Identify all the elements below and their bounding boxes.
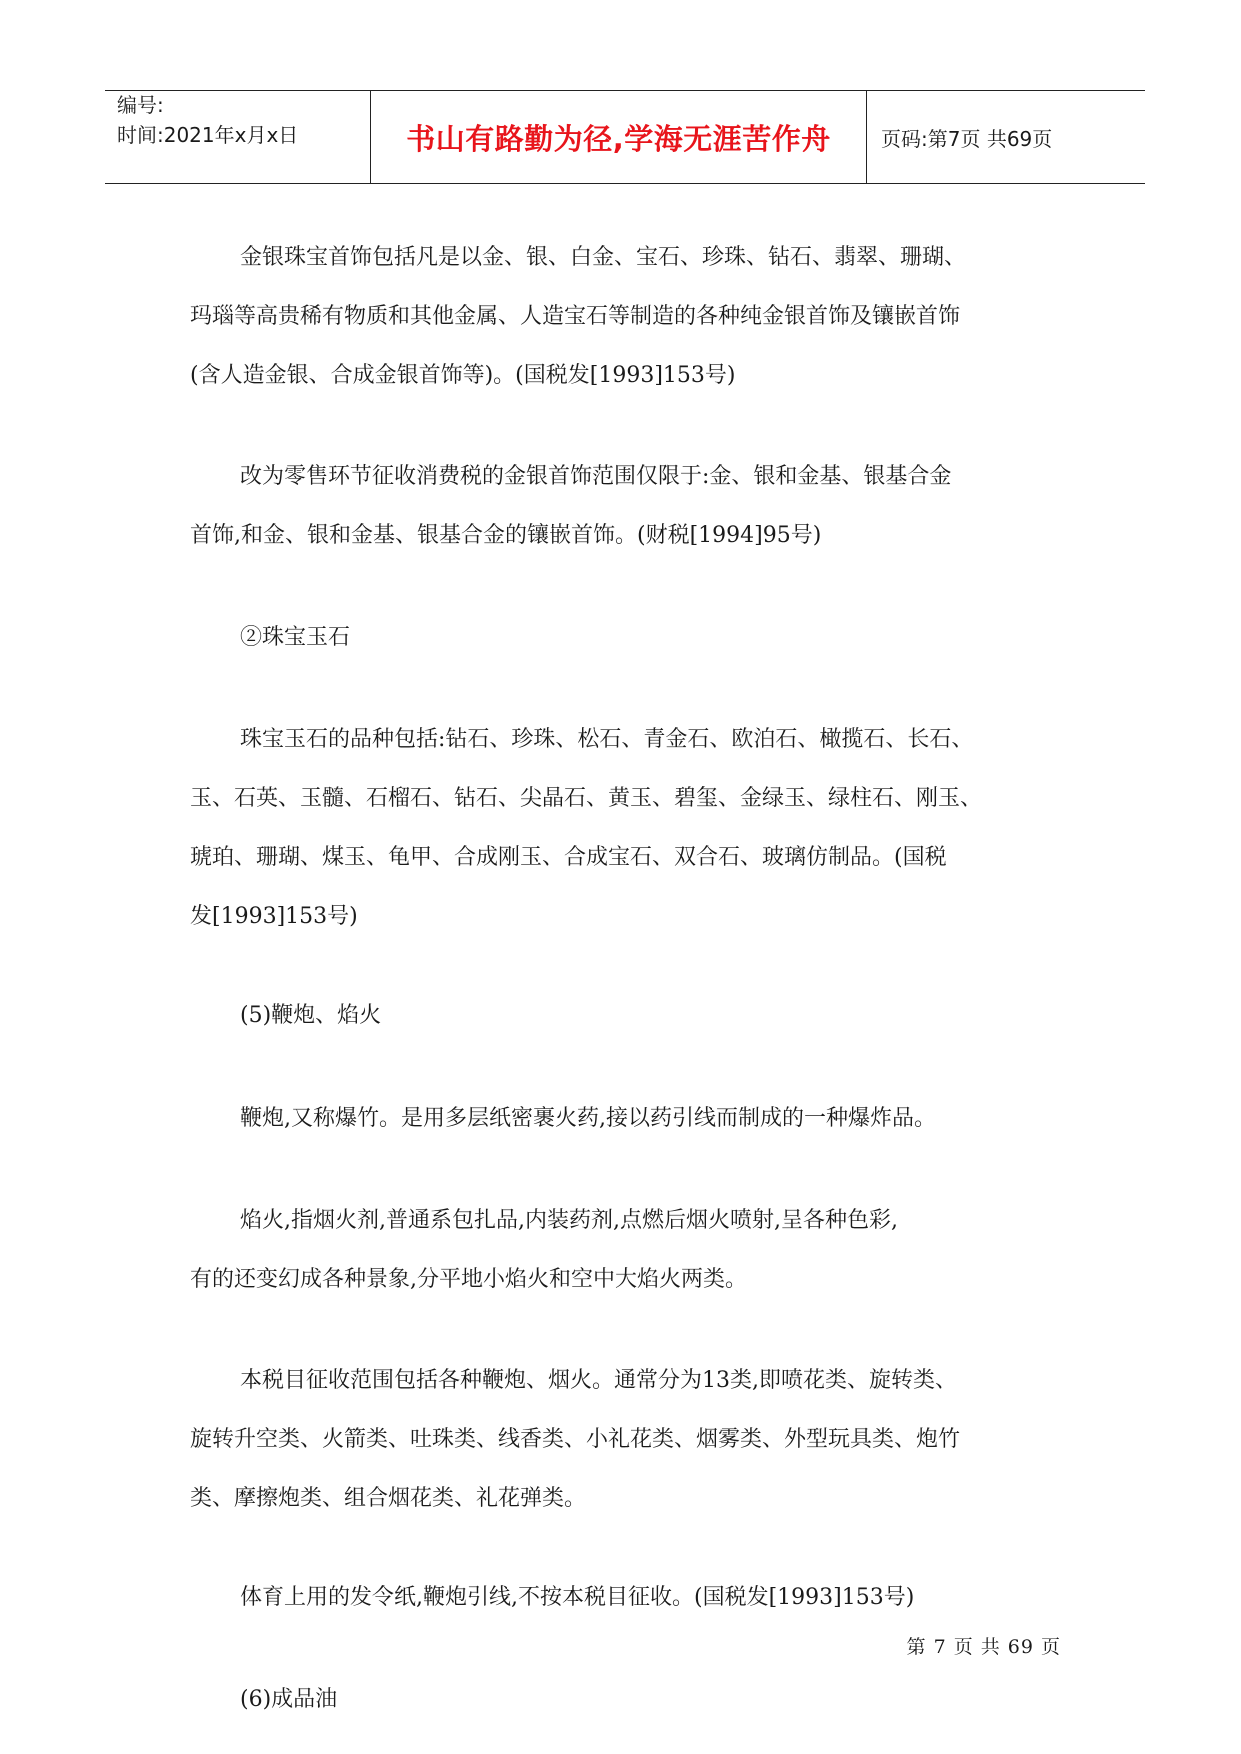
paragraph [190, 1568, 1070, 1627]
paragraph-line: 玉、石英、玉髓、石榴石、钻石、尖晶石、黄玉、碧玺、金绿玉、绿柱石、刚玉、 [190, 786, 983, 811]
paragraph-line: 本税目征收范围包括各种鞭炮、烟火。通常分为13类,即喷花类、旋转类、 [240, 1368, 957, 1393]
paragraph-line: 体育上用的发令纸,鞭炮引线,不按本税目征收。(国税发[1993]153号) [240, 1585, 915, 1610]
header-motto: 书山有路勤为径,学海无涯苦作舟 [406, 121, 831, 156]
paragraph-line: (含人造金银、合成金银首饰等)。(国税发[1993]153号) [190, 363, 736, 388]
document-time-label: 时间:2021年x月x日 [117, 123, 299, 147]
paragraph [190, 228, 1070, 405]
section-heading [190, 608, 1070, 667]
header-motto-cell [371, 91, 867, 183]
paragraph [190, 1191, 1070, 1309]
page-footer: 第 7 页 共 69 页 [906, 1636, 1061, 1658]
section-heading [190, 1670, 1070, 1729]
header-page-cell [867, 91, 1145, 183]
paragraph [190, 1351, 1070, 1528]
paragraph [190, 710, 1070, 946]
paragraph-line: ②珠宝玉石 [240, 625, 351, 650]
paragraph-line: 发[1993]153号) [190, 904, 358, 929]
document-number-label: 编号: [117, 93, 164, 117]
paragraph-line: (5)鞭炮、焰火 [240, 1003, 382, 1028]
page-header [105, 90, 1145, 184]
paragraph-line: 首饰,和金、银和金基、银基合金的镶嵌首饰。(财税[1994]95号) [190, 523, 822, 548]
section-heading [190, 986, 1070, 1045]
paragraph-line: 有的还变幻成各种景象,分平地小焰火和空中大焰火两类。 [190, 1267, 747, 1292]
paragraph-line: 类、摩擦炮类、组合烟花类、礼花弹类。 [190, 1486, 587, 1511]
paragraph-line: 鞭炮,又称爆竹。是用多层纸密裹火药,接以药引线而制成的一种爆炸品。 [240, 1106, 936, 1131]
paragraph-line: 珠宝玉石的品种包括:钻石、珍珠、松石、青金石、欧泊石、橄揽石、长石、 [240, 727, 974, 752]
paragraph-line: 玛瑙等高贵稀有物质和其他金属、人造宝石等制造的各种纯金银首饰及镶嵌首饰 [190, 304, 961, 329]
paragraph-line: 琥珀、珊瑚、煤玉、龟甲、合成刚玉、合成宝石、双合石、玻璃仿制品。(国税 [190, 845, 947, 870]
paragraph-line: 金银珠宝首饰包括凡是以金、银、白金、宝石、珍珠、钻石、翡翠、珊瑚、 [240, 245, 967, 270]
paragraph [190, 1089, 1070, 1148]
paragraph [190, 447, 1070, 565]
paragraph-line: (6)成品油 [240, 1687, 338, 1712]
header-page-code: 页码:第7页 共69页 [881, 126, 1053, 151]
paragraph-line: 旋转升空类、火箭类、吐珠类、线香类、小礼花类、烟雾类、外型玩具类、炮竹 [190, 1427, 961, 1452]
paragraph-line: 改为零售环节征收消费税的金银首饰范围仅限于:金、银和金基、银基合金 [240, 464, 952, 489]
header-meta-cell [105, 91, 371, 183]
paragraph-line: 焰火,指烟火剂,普通系包扎品,内装药剂,点燃后烟火喷射,呈各种色彩, [240, 1208, 898, 1233]
